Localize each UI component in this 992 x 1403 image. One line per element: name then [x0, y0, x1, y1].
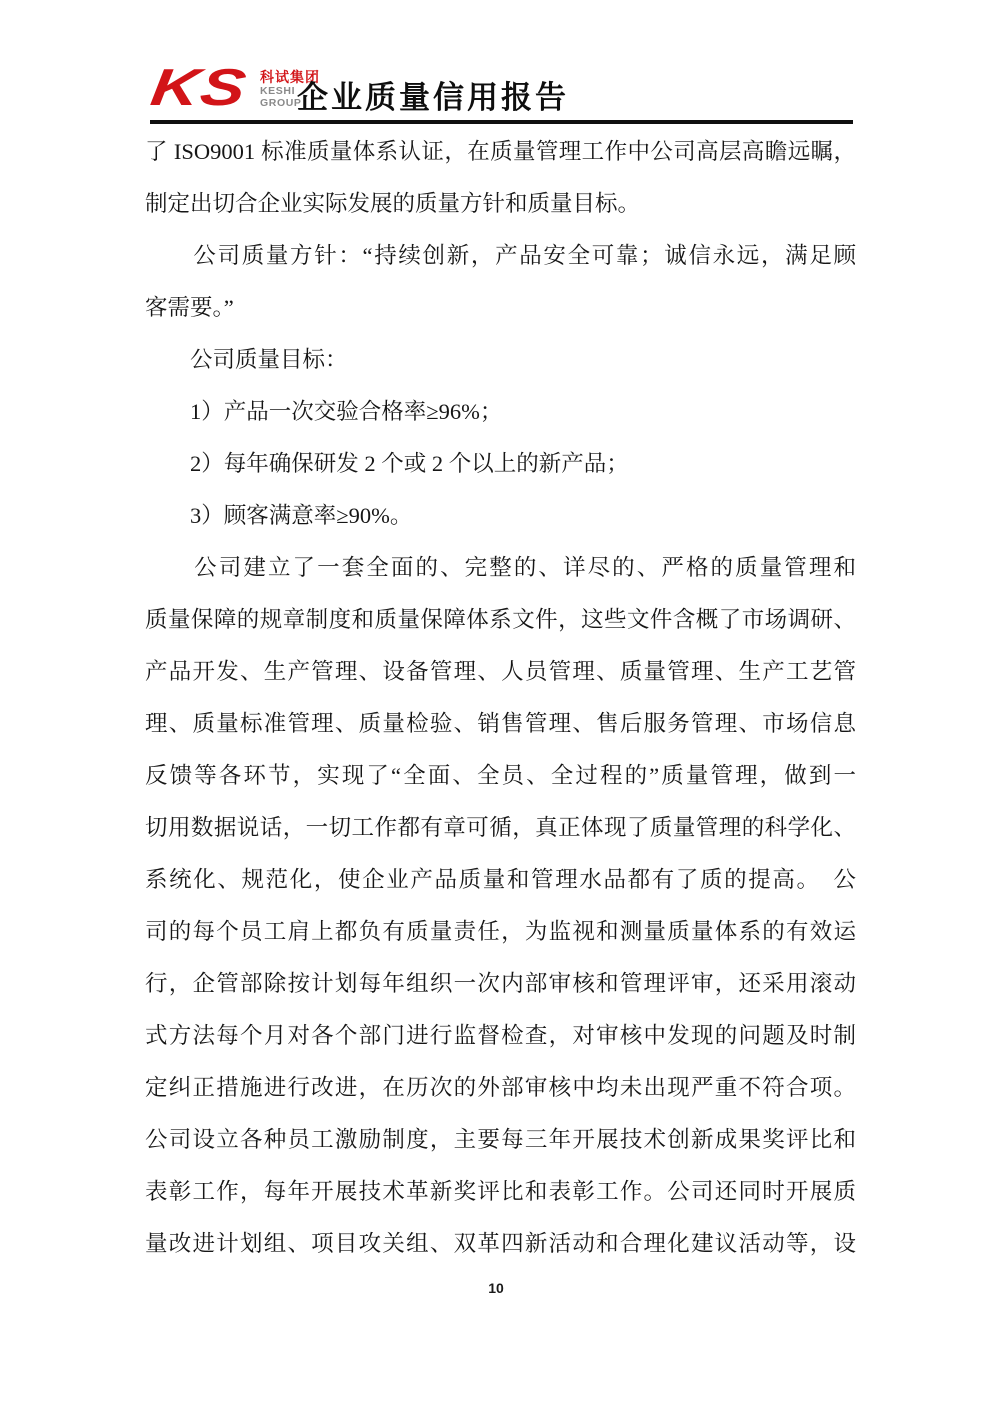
keshi-group-logo	[147, 59, 320, 117]
logo-company-name-en-2: GROUP	[260, 97, 302, 109]
logo-company-name-en-1: KESHI	[260, 85, 296, 97]
text-line: 切用数据说话，一切工作都有章可循，真正体现了质量管理的科学化、	[145, 815, 856, 840]
text-line: 司的每个员工肩上都负有质量责任，为监视和测量质量体系的有效运	[145, 919, 856, 944]
text-line: 公司质量方针：“持续创新，产品安全可靠；诚信永远，满足顾	[145, 243, 856, 268]
text-line: 行，企管部除按计划每年组织一次内部审核和管理评审，还采用滚动	[145, 971, 856, 996]
document-body	[145, 126, 856, 1270]
text-line: 公司质量目标：	[145, 347, 348, 372]
text-line: 系统化、规范化，使企业产品质量和管理水品都有了质的提高。 公	[145, 867, 856, 892]
text-line: 表彰工作，每年开展技术革新奖评比和表彰工作。公司还同时开展质	[145, 1179, 856, 1204]
text-line: 式方法每个月对各个部门进行监督检查，对审核中发现的问题及时制	[145, 1023, 856, 1048]
text-line: 量改进计划组、项目攻关组、双革四新活动和合理化建议活动等，设	[145, 1231, 856, 1256]
text-line: 理、质量标准管理、质量检验、销售管理、售后服务管理、市场信息	[145, 711, 856, 736]
page-number: 10	[488, 1280, 504, 1296]
text-line: 公司建立了一套全面的、完整的、详尽的、严格的质量管理和	[145, 555, 856, 580]
document-title: 企业质量信用报告	[297, 80, 569, 115]
text-line: 定纠正措施进行改进，在历次的外部审核中均未出现严重不符合项。	[145, 1075, 856, 1100]
text-line: 反馈等各环节，实现了“全面、全员、全过程的”质量管理，做到一	[145, 763, 856, 788]
text-line: 3）顾客满意率≥90%。	[145, 503, 413, 528]
text-line: 制定出切合企业实际发展的质量方针和质量目标。	[145, 191, 641, 216]
text-line: 公司设立各种员工激励制度，主要每三年开展技术创新成果奖评比和	[145, 1127, 856, 1152]
header-divider	[150, 120, 853, 124]
text-line: 产品开发、生产管理、设备管理、人员管理、质量管理、生产工艺管	[145, 659, 856, 684]
text-line: 2）每年确保研发 2 个或 2 个以上的新产品；	[145, 451, 629, 476]
text-line: 客需要。”	[145, 295, 234, 320]
text-line: 1）产品一次交验合格率≥96%；	[145, 399, 503, 424]
logo-ks-mark-icon: KS	[147, 59, 251, 117]
logo-company-name-cn: 科试集团	[260, 69, 320, 85]
text-line: 了 ISO9001 标准质量体系认证，在质量管理工作中公司高层高瞻远瞩，	[145, 139, 856, 164]
text-line: 质量保障的规章制度和质量保障体系文件，这些文件含概了市场调研、	[145, 607, 856, 632]
